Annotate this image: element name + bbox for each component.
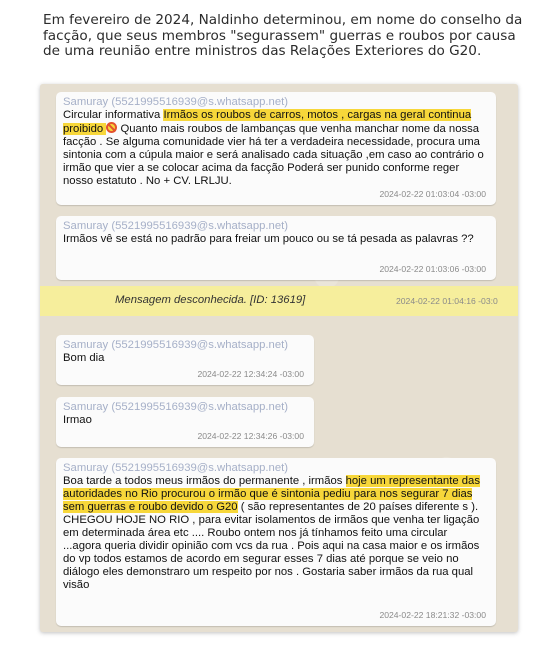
message-sender: Samuray (5521995516939@s.whatsapp.net) xyxy=(63,339,288,351)
article-caption: Em fevereiro de 2024, Naldinho determinou, em nome do conselho da facção, que seus membros "segurassem" guerras e roubos por causa de uma reunião entre ministros das Relações Exteriores do G20. xyxy=(43,12,523,59)
message-text xyxy=(63,475,480,591)
message-sender: Samuray (5521995516939@s.whatsapp.net) xyxy=(63,401,288,413)
unknown-message-bar xyxy=(40,286,518,316)
message-bubble-4 xyxy=(56,397,314,447)
message-bubble-3 xyxy=(56,335,314,385)
message-sender: Samuray (5521995516939@s.whatsapp.net) xyxy=(63,462,288,474)
message-text-part: Circular informativa xyxy=(63,109,164,121)
message-text-part: Quanto mais roubos de lambanças que venha manchar nome da nossa facção . Se alguma comunidade vier há ter a verdadeira necessidade, procura uma sintonia com a cúpula maior e será analisado cada situação ,em caso ao contrário o irmão que vier a se colocar acima da facção Poderá ser punido conforme reger nosso estatuto . No + CV. LRLJU. xyxy=(63,123,484,187)
message-text-part: Boa tarde a todos meus irmãos do permanente , irmãos xyxy=(63,475,346,487)
message-text: Irmãos vê se está no padrão para freiar um pouco ou se tá pesada as palavras ?? xyxy=(63,233,474,245)
prohibited-icon xyxy=(106,122,117,133)
message-timestamp: 2024-02-22 01:03:04 -03:00 xyxy=(379,189,486,199)
message-bubble-5 xyxy=(56,458,496,626)
message-sender: Samuray (5521995516939@s.whatsapp.net) xyxy=(63,220,288,232)
message-text: Bom dia xyxy=(63,352,105,364)
system-message-timestamp: 2024-02-22 01:04:16 -03:0 xyxy=(396,296,498,306)
message-timestamp: 2024-02-22 12:34:26 -03:00 xyxy=(197,431,304,441)
highlighted-text: Irmãos os roubos de carros, motos , cargas na geral continua proibido xyxy=(63,109,472,135)
message-text-part: ( são representantes de 20 países diferente s ). CHEGOU HOJE NO RIO , para evitar isolamentos de irmãos que venha ter ligação em determinada área etc .... Roubo ontem nos já tínhamos feito uma circular ...agora queria dividir opinião com vcs da rua . Pois aqui na casa maior e os irmãos do vp todos estamos de acordo em segurar esses 7 dias até porque se veio no diálogo eles demonstraro um respeito por nos . Gostaria saber irmãos da rua qual visão xyxy=(63,501,480,591)
message-bubble-2 xyxy=(56,216,496,280)
message-bubble-1 xyxy=(56,92,496,205)
message-text xyxy=(63,109,484,187)
message-text: Irmao xyxy=(63,414,92,426)
highlighted-text: hoje um representante das autoridades no Rio procurou o irmão que é sintonia pediu para nos segurar 7 dias sem guerras e roubo devido o G20 xyxy=(63,475,480,513)
message-timestamp: 2024-02-22 18:21:32 -03:00 xyxy=(379,610,486,620)
message-sender: Samuray (5521995516939@s.whatsapp.net) xyxy=(63,96,288,108)
system-message-text: Mensagem desconhecida. [ID: 13619] xyxy=(115,294,306,306)
whatsapp-screenshot xyxy=(40,84,518,632)
message-timestamp: 2024-02-22 01:03:06 -03:00 xyxy=(379,264,486,274)
message-timestamp: 2024-02-22 12:34:24 -03:00 xyxy=(197,369,304,379)
